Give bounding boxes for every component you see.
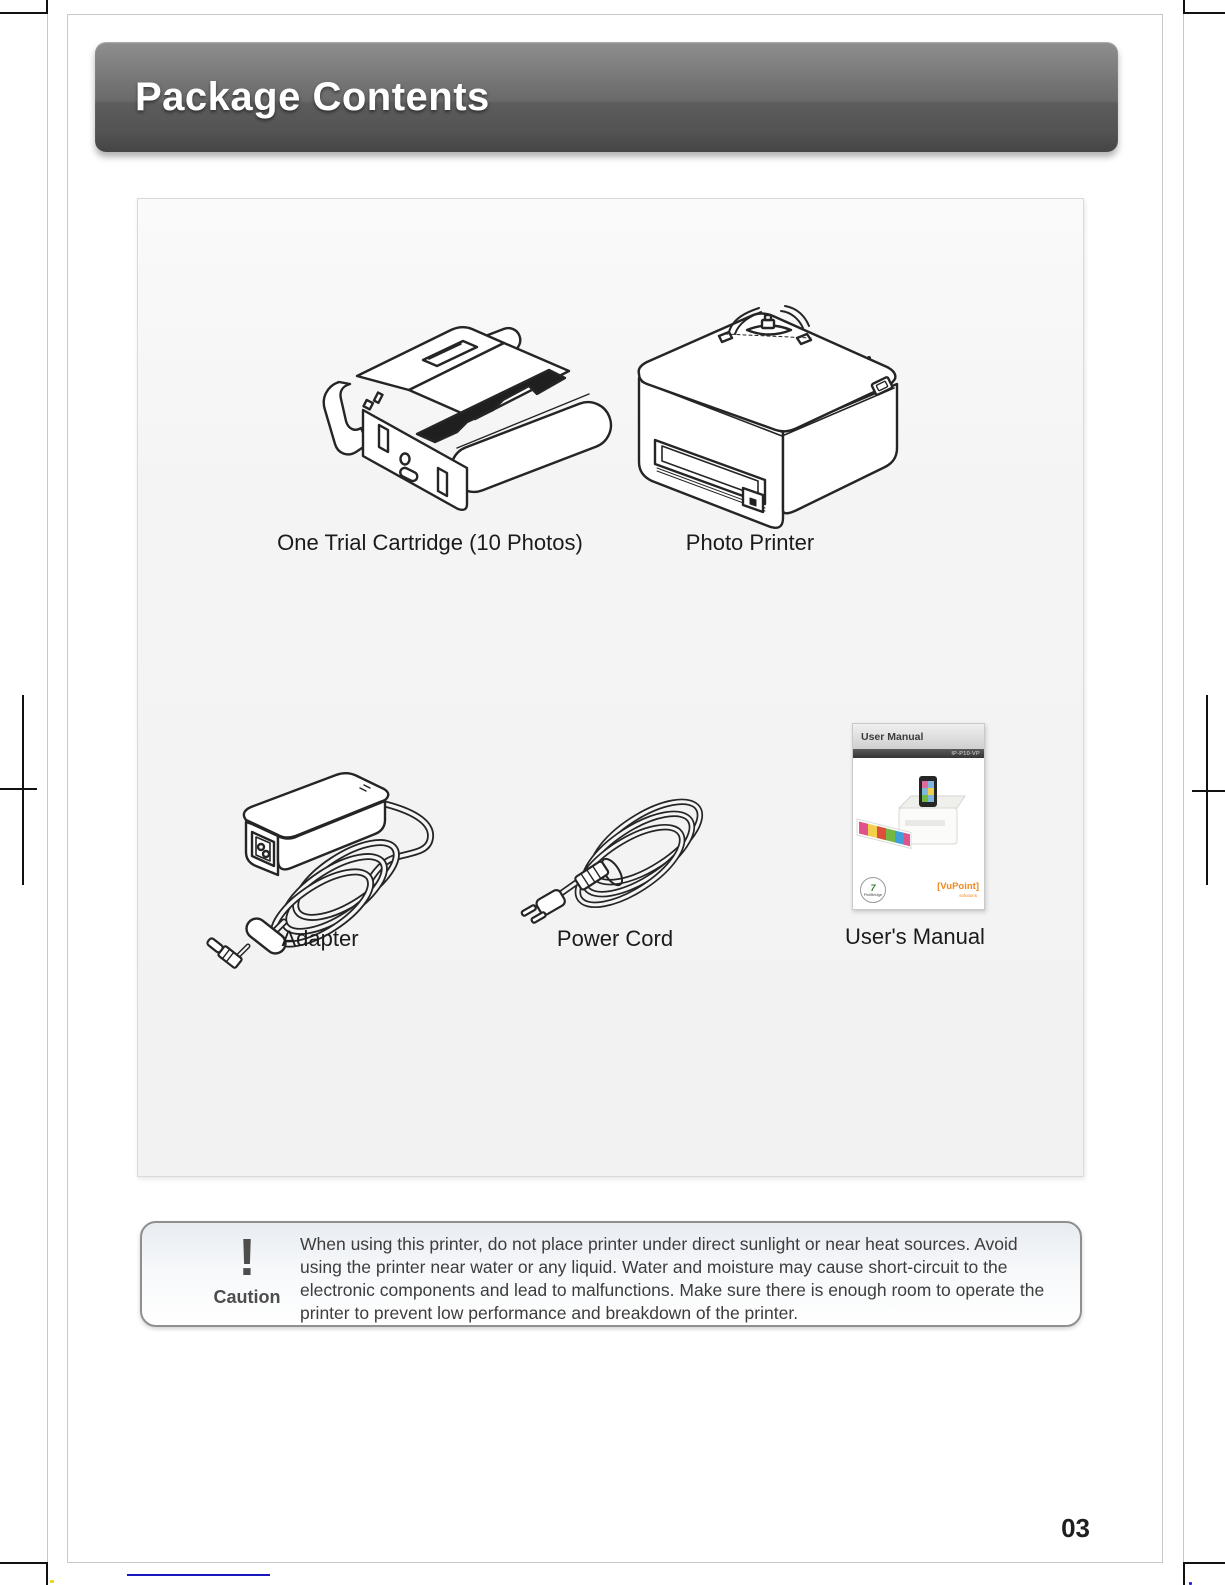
item-label-cartridge: One Trial Cartridge (10 Photos) [277, 530, 583, 555]
vupoint-brand-suffix: solutions [959, 893, 977, 898]
footer-blue-line [127, 1574, 270, 1576]
caution-icon-block [182, 1231, 312, 1308]
yellow-dot-mark [50, 1580, 54, 1583]
bleed-line-left [47, 0, 48, 1585]
caution-label: Caution [213, 1287, 281, 1307]
item-label-power-cord: Power Cord [556, 926, 674, 951]
printer-illustration [615, 272, 915, 532]
bleed-line-right [1183, 0, 1184, 1585]
power-cord-illustration [518, 782, 733, 932]
manual-cover-header [853, 724, 984, 749]
manual-cover-model: IP-P10-VP [951, 750, 980, 757]
manual-cover-footer [853, 874, 984, 907]
power-cord-icon [518, 782, 733, 932]
registration-mark-right-h [1192, 790, 1225, 792]
pictbridge-glyph-icon: 7 [870, 882, 876, 893]
vupoint-logo [937, 882, 979, 900]
pictbridge-logo [860, 877, 886, 903]
crop-mark-top-right [1183, 12, 1225, 14]
manual-cover-photo [853, 758, 984, 874]
crop-mark-top-left-v [46, 0, 48, 14]
item-label-printer: Photo Printer [685, 530, 815, 555]
crop-mark-bottom-right [1183, 1562, 1225, 1564]
page-number: 03 [1061, 1513, 1090, 1543]
crop-mark-bottom-right-v [1183, 1562, 1185, 1585]
cartridge-illustration [305, 298, 625, 513]
manual-cover [852, 723, 985, 910]
printer-icon [615, 272, 915, 532]
caution-text: When using this printer, do not place printer under direct sunlight or near heat sources. Avoid using the printer near water or any liquid. Water and moisture may cause short-circuit to the electronic components and lead to malfunctions. Make sure there is enough room to operate the printer to prevent low performance and breakdown of the printer. [300, 1234, 1045, 1323]
manual-cover-model-bar [853, 749, 984, 758]
header-banner [95, 42, 1118, 152]
page-title: Package Contents [135, 74, 490, 119]
manual-cover-title: User Manual [861, 730, 924, 743]
cartridge-icon [305, 298, 625, 513]
crop-mark-bottom-left [0, 1562, 47, 1564]
crop-mark-bottom-left-v [46, 1562, 48, 1585]
item-label-users-manual: User's Manual [845, 924, 985, 949]
crop-mark-top-left [0, 12, 47, 14]
pictbridge-label: PictBridge [863, 891, 883, 897]
registration-mark-left-h [0, 788, 37, 790]
item-label-adapter: Adapter [281, 926, 359, 951]
crop-mark-top-right-v [1183, 0, 1185, 14]
registration-mark-left-v [22, 695, 24, 885]
vupoint-brand-text: [VuPoint] [937, 881, 979, 892]
manual-printer-photo [853, 758, 982, 874]
caution-box [140, 1221, 1082, 1327]
exclamation-icon: ! [238, 1229, 256, 1287]
